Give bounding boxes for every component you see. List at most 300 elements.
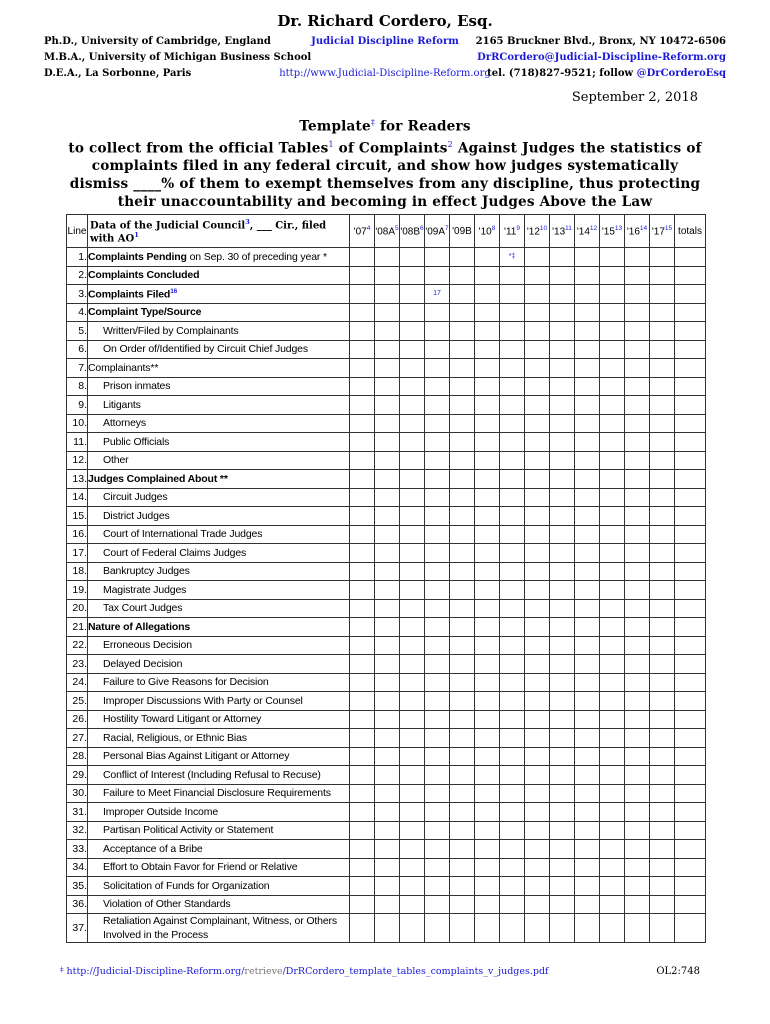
data-cell[interactable] [375,396,400,415]
data-cell[interactable] [650,266,675,285]
data-cell[interactable] [400,914,425,943]
data-cell[interactable] [400,655,425,674]
data-cell[interactable] [500,414,525,433]
data-cell[interactable] [525,636,550,655]
data-cell[interactable] [625,766,650,785]
data-cell[interactable] [550,303,575,322]
data-cell[interactable] [400,544,425,563]
data-cell[interactable] [375,784,400,803]
website-link[interactable]: http://www.Judicial-Discipline-Reform.org [279,68,491,79]
data-cell[interactable] [400,525,425,544]
data-cell[interactable] [525,673,550,692]
totals-cell[interactable] [675,451,706,470]
data-cell[interactable] [350,396,375,415]
data-cell[interactable] [450,914,475,943]
data-cell[interactable] [525,396,550,415]
data-cell[interactable] [400,710,425,729]
data-cell[interactable] [625,322,650,341]
data-cell[interactable] [525,248,550,267]
data-cell[interactable] [650,414,675,433]
totals-cell[interactable] [675,729,706,748]
data-cell[interactable] [475,525,500,544]
totals-cell[interactable] [675,507,706,526]
data-cell[interactable] [550,248,575,267]
data-cell[interactable] [375,266,400,285]
data-cell[interactable] [475,285,500,304]
data-cell[interactable] [450,507,475,526]
data-cell[interactable] [475,581,500,600]
data-cell[interactable] [425,359,450,378]
data-cell[interactable] [500,877,525,896]
data-cell[interactable] [350,599,375,618]
data-cell[interactable] [600,895,625,914]
data-cell[interactable] [650,248,675,267]
data-cell[interactable] [600,266,625,285]
data-cell[interactable] [550,340,575,359]
data-cell[interactable] [350,840,375,859]
data-cell[interactable] [625,803,650,822]
totals-cell[interactable] [675,340,706,359]
data-cell[interactable] [425,858,450,877]
data-cell[interactable] [625,877,650,896]
data-cell[interactable] [400,414,425,433]
totals-cell[interactable] [675,766,706,785]
data-cell[interactable] [650,525,675,544]
data-cell[interactable] [425,544,450,563]
data-cell[interactable] [550,692,575,711]
totals-cell[interactable] [675,858,706,877]
data-cell[interactable] [650,562,675,581]
data-cell[interactable] [450,599,475,618]
data-cell[interactable] [650,359,675,378]
totals-cell[interactable] [675,840,706,859]
data-cell[interactable] [450,581,475,600]
data-cell[interactable] [350,433,375,452]
data-cell[interactable] [475,821,500,840]
data-cell[interactable] [375,285,400,304]
year-footnote-marker[interactable]: 11 [565,224,572,232]
data-cell[interactable] [450,784,475,803]
data-cell[interactable] [575,673,600,692]
data-cell[interactable] [575,895,600,914]
data-cell[interactable] [525,747,550,766]
totals-cell[interactable] [675,285,706,304]
social-handle-link[interactable]: @DrCorderoEsq [636,68,726,79]
data-cell[interactable] [375,470,400,489]
data-cell[interactable] [650,747,675,766]
data-cell[interactable] [375,710,400,729]
data-cell[interactable] [425,396,450,415]
data-cell[interactable] [600,581,625,600]
totals-cell[interactable] [675,618,706,637]
data-cell[interactable] [500,636,525,655]
data-cell[interactable] [375,914,400,943]
totals-cell[interactable] [675,803,706,822]
year-footnote-marker[interactable]: 10 [539,224,548,232]
data-cell[interactable] [650,784,675,803]
data-cell[interactable] [575,729,600,748]
data-cell[interactable] [350,340,375,359]
data-cell[interactable] [375,858,400,877]
data-cell[interactable] [625,396,650,415]
data-cell[interactable] [550,840,575,859]
data-cell[interactable] [375,414,400,433]
data-cell[interactable] [625,359,650,378]
data-cell[interactable] [600,729,625,748]
data-cell[interactable] [575,285,600,304]
data-cell[interactable] [600,803,625,822]
data-cell[interactable] [500,655,525,674]
data-cell[interactable] [600,544,625,563]
data-cell[interactable] [600,692,625,711]
data-cell[interactable] [400,396,425,415]
data-cell[interactable] [500,914,525,943]
data-cell[interactable] [550,285,575,304]
data-cell[interactable] [375,821,400,840]
data-cell[interactable] [600,322,625,341]
data-cell[interactable] [400,470,425,489]
totals-cell[interactable] [675,266,706,285]
data-cell[interactable] [525,340,550,359]
data-cell[interactable] [375,525,400,544]
data-cell[interactable] [500,544,525,563]
data-cell[interactable] [650,636,675,655]
header-footnote-marker[interactable]: 3 [245,217,250,226]
data-cell[interactable] [400,248,425,267]
year-footnote-marker[interactable]: 12 [589,224,598,232]
data-cell[interactable] [425,710,450,729]
data-cell[interactable] [625,285,650,304]
data-cell[interactable] [575,858,600,877]
data-cell[interactable] [525,266,550,285]
data-cell[interactable] [350,451,375,470]
data-cell[interactable] [625,507,650,526]
data-cell[interactable] [500,803,525,822]
data-cell[interactable] [650,655,675,674]
data-cell[interactable] [550,414,575,433]
data-cell[interactable] [425,377,450,396]
data-cell[interactable] [350,618,375,637]
data-cell[interactable] [550,544,575,563]
organization-name-link[interactable]: Judicial Discipline Reform [311,36,459,47]
data-cell[interactable] [425,840,450,859]
data-cell[interactable] [425,636,450,655]
totals-cell[interactable] [675,248,706,267]
year-footnote-marker[interactable]: 14 [639,224,648,232]
data-cell[interactable] [375,359,400,378]
data-cell[interactable] [350,248,375,267]
data-cell[interactable] [425,729,450,748]
data-cell[interactable] [500,858,525,877]
data-cell[interactable] [525,285,550,304]
data-cell[interactable] [575,692,600,711]
data-cell[interactable] [550,636,575,655]
data-cell[interactable] [550,266,575,285]
data-cell[interactable] [600,710,625,729]
data-cell[interactable] [650,840,675,859]
data-cell[interactable] [475,914,500,943]
data-cell[interactable] [400,821,425,840]
data-cell[interactable] [525,507,550,526]
data-cell[interactable] [375,895,400,914]
data-cell[interactable] [375,488,400,507]
data-cell[interactable] [550,821,575,840]
data-cell[interactable] [625,692,650,711]
data-cell[interactable] [575,248,600,267]
data-cell[interactable] [600,877,625,896]
year-footnote-marker[interactable]: 15 [664,224,673,232]
data-cell[interactable] [400,766,425,785]
data-cell[interactable] [650,377,675,396]
data-cell[interactable] [350,636,375,655]
totals-cell[interactable] [675,784,706,803]
data-cell[interactable] [425,877,450,896]
data-cell[interactable] [525,359,550,378]
data-cell[interactable] [575,784,600,803]
data-cell[interactable] [575,507,600,526]
data-cell[interactable] [400,729,425,748]
data-cell[interactable] [600,359,625,378]
row-footnote-marker[interactable]: 16 [170,287,178,295]
data-cell[interactable] [625,248,650,267]
data-cell[interactable] [525,488,550,507]
data-cell[interactable] [600,840,625,859]
data-cell[interactable] [425,322,450,341]
data-cell[interactable] [425,433,450,452]
data-cell[interactable] [575,266,600,285]
data-cell[interactable] [475,359,500,378]
data-cell[interactable] [625,618,650,637]
totals-cell[interactable] [675,544,706,563]
data-cell[interactable] [475,877,500,896]
data-cell[interactable] [350,747,375,766]
data-cell[interactable] [350,266,375,285]
data-cell[interactable] [450,359,475,378]
data-cell[interactable] [525,470,550,489]
data-cell[interactable] [475,692,500,711]
data-cell[interactable] [600,562,625,581]
data-cell[interactable] [550,396,575,415]
data-cell[interactable] [575,451,600,470]
data-cell[interactable] [525,322,550,341]
title-footnote-marker[interactable]: ‡ [370,118,376,127]
data-cell[interactable] [575,710,600,729]
data-cell[interactable] [500,488,525,507]
data-cell[interactable] [400,803,425,822]
totals-cell[interactable] [675,525,706,544]
data-cell[interactable] [350,544,375,563]
data-cell[interactable] [400,303,425,322]
data-cell[interactable] [400,377,425,396]
data-cell[interactable] [475,377,500,396]
data-cell[interactable] [375,766,400,785]
data-cell[interactable] [575,747,600,766]
data-cell[interactable] [400,747,425,766]
data-cell[interactable] [550,803,575,822]
title-footnote-marker[interactable]: 2 [447,139,453,149]
data-cell[interactable] [425,414,450,433]
data-cell[interactable] [400,507,425,526]
data-cell[interactable] [650,914,675,943]
data-cell[interactable] [650,895,675,914]
totals-cell[interactable] [675,599,706,618]
year-footnote-marker[interactable]: 5 [395,224,399,232]
data-cell[interactable] [500,377,525,396]
data-cell[interactable] [525,729,550,748]
data-cell[interactable] [375,581,400,600]
data-cell[interactable] [400,359,425,378]
footer-link-part[interactable]: retrieve [244,966,283,977]
data-cell[interactable] [425,248,450,267]
data-cell[interactable] [575,562,600,581]
data-cell[interactable] [400,488,425,507]
data-cell[interactable] [600,858,625,877]
data-cell[interactable] [625,636,650,655]
data-cell[interactable] [450,377,475,396]
data-cell[interactable] [400,322,425,341]
data-cell[interactable] [650,858,675,877]
data-cell[interactable] [600,248,625,267]
data-cell[interactable] [350,821,375,840]
data-cell[interactable] [350,414,375,433]
data-cell[interactable] [550,507,575,526]
data-cell[interactable] [625,581,650,600]
data-cell[interactable] [550,562,575,581]
data-cell[interactable] [350,858,375,877]
data-cell[interactable] [650,433,675,452]
data-cell[interactable] [350,877,375,896]
data-cell[interactable] [425,451,450,470]
data-cell[interactable] [350,507,375,526]
totals-cell[interactable] [675,433,706,452]
year-footnote-marker[interactable]: 4 [366,224,371,232]
data-cell[interactable] [425,507,450,526]
data-cell[interactable] [475,322,500,341]
data-cell[interactable] [350,488,375,507]
data-cell[interactable] [450,322,475,341]
data-cell[interactable] [350,766,375,785]
data-cell[interactable] [600,821,625,840]
data-cell[interactable] [650,766,675,785]
data-cell[interactable] [425,895,450,914]
data-cell[interactable] [500,433,525,452]
data-cell[interactable] [625,488,650,507]
data-cell[interactable] [450,340,475,359]
data-cell[interactable] [525,581,550,600]
data-cell[interactable] [625,414,650,433]
data-cell[interactable] [450,451,475,470]
data-cell[interactable] [450,470,475,489]
totals-cell[interactable] [675,396,706,415]
data-cell[interactable] [425,562,450,581]
data-cell[interactable] [525,433,550,452]
data-cell[interactable] [525,414,550,433]
data-cell[interactable] [475,488,500,507]
data-cell[interactable] [450,692,475,711]
data-cell[interactable] [500,821,525,840]
data-cell[interactable] [500,784,525,803]
data-cell[interactable] [525,858,550,877]
data-cell[interactable] [425,655,450,674]
year-footnote-marker[interactable]: 9 [516,224,520,232]
totals-cell[interactable] [675,322,706,341]
data-cell[interactable] [500,599,525,618]
data-cell[interactable] [650,729,675,748]
data-cell[interactable] [400,340,425,359]
data-cell[interactable] [525,877,550,896]
data-cell[interactable] [625,821,650,840]
data-cell[interactable] [625,784,650,803]
data-cell[interactable] [600,507,625,526]
data-cell[interactable] [425,821,450,840]
data-cell[interactable] [650,303,675,322]
data-cell[interactable]: 17 [425,285,450,304]
data-cell[interactable] [350,377,375,396]
data-cell[interactable] [600,396,625,415]
data-cell[interactable] [350,359,375,378]
title-footnote-marker[interactable]: 1 [328,139,334,149]
totals-cell[interactable] [675,895,706,914]
data-cell[interactable] [500,359,525,378]
data-cell[interactable] [550,673,575,692]
data-cell[interactable] [625,562,650,581]
data-cell[interactable] [600,451,625,470]
data-cell[interactable] [475,248,500,267]
totals-cell[interactable] [675,414,706,433]
data-cell[interactable] [550,655,575,674]
data-cell[interactable] [400,581,425,600]
data-cell[interactable] [575,377,600,396]
data-cell[interactable] [525,618,550,637]
data-cell[interactable] [650,488,675,507]
data-cell[interactable] [550,599,575,618]
data-cell[interactable] [525,377,550,396]
data-cell[interactable] [575,414,600,433]
data-cell[interactable]: *‡ [500,248,525,267]
data-cell[interactable] [450,562,475,581]
data-cell[interactable] [475,803,500,822]
data-cell[interactable] [650,673,675,692]
data-cell[interactable] [375,803,400,822]
data-cell[interactable] [425,784,450,803]
data-cell[interactable] [400,692,425,711]
data-cell[interactable] [500,729,525,748]
data-cell[interactable] [500,747,525,766]
data-cell[interactable] [550,784,575,803]
data-cell[interactable] [600,914,625,943]
data-cell[interactable] [525,562,550,581]
data-cell[interactable] [350,525,375,544]
data-cell[interactable] [625,470,650,489]
data-cell[interactable] [500,581,525,600]
data-cell[interactable] [375,636,400,655]
data-cell[interactable] [625,858,650,877]
data-cell[interactable] [500,618,525,637]
data-cell[interactable] [500,303,525,322]
data-cell[interactable] [450,877,475,896]
data-cell[interactable] [650,507,675,526]
data-cell[interactable] [625,525,650,544]
data-cell[interactable] [575,914,600,943]
data-cell[interactable] [425,488,450,507]
data-cell[interactable] [375,340,400,359]
data-cell[interactable] [350,655,375,674]
data-cell[interactable] [650,581,675,600]
data-cell[interactable] [575,581,600,600]
data-cell[interactable] [525,525,550,544]
data-cell[interactable] [425,266,450,285]
data-cell[interactable] [425,581,450,600]
